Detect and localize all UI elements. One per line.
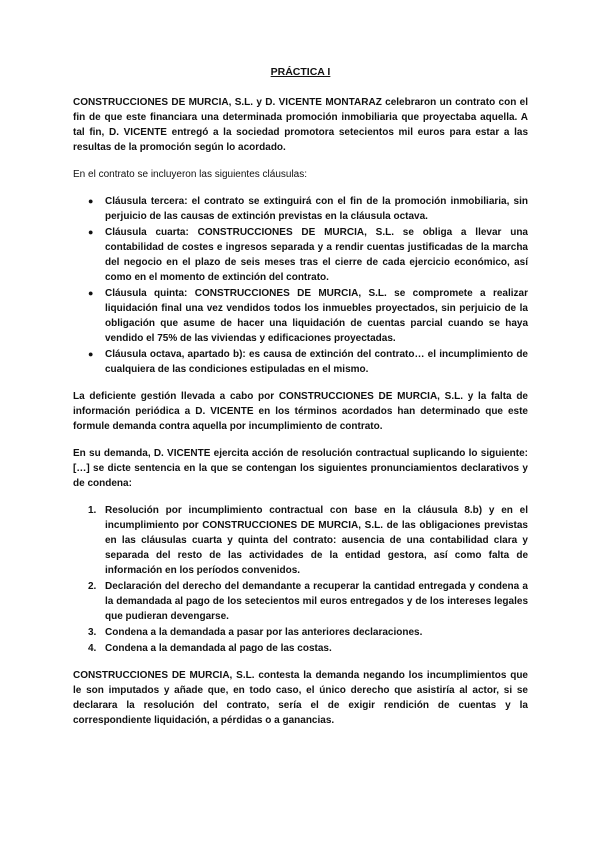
paragraph-clausulas-intro: En el contrato se incluyeron las siguientes cláusulas: <box>73 169 308 180</box>
list-item: 4. Condena a la demandada al pago de las costas. <box>88 643 332 654</box>
list-item: 2. Declaración del derecho del demandante a recuperar la cantidad entregada y condena a la demandada al pago de los setecientos mil euros entregados y de los intereses legales que pudieran devengarse. <box>88 581 528 622</box>
paragraph-intro: CONSTRUCCIONES DE MURCIA, S.L. y D. VICENTE MONTARAZ celebraron un contrato con el fin de que este financiara una determinada promoción inmobiliaria que proyectaba aquella. A tal fin, D. VICENTE entregó a la sociedad promotora setecientos mil euros para estar a las resultas de la promoción según lo acordado. <box>73 97 528 153</box>
list-item: 1. Resolución por incumplimiento contractual con base en la cláusula 8.b) y en el incumplimiento por CONSTRUCCIONES DE MURCIA, S.L. de las obligaciones previstas en las cláusulas cuarta y quinta del contrato: ausencia de una contabilidad clara y separada del resto de las actividades de la entidad gestora, así como falta de información en los períodos convenidos. <box>88 505 528 576</box>
list-item: ● Cláusula cuarta: CONSTRUCCIONES DE MURCIA, S.L. se obliga a llevar una contabilidad de costes e ingresos separada y a rendir cuentas justificadas de la marcha del negocio en el plazo de seis meses tras el cierre de cada ejercicio económico, así como en el momento de extinción del contrato. <box>88 227 528 283</box>
paragraph-accion: En su demanda, D. VICENTE ejercita acción de resolución contractual suplicando lo siguiente: […] se dicte sentencia en la que se contengan los siguientes pronunciamientos declarativos y de condena: <box>73 448 528 489</box>
document-title: PRÁCTICA I <box>270 66 331 78</box>
list-item: 3. Condena a la demandada a pasar por las anteriores declaraciones. <box>88 627 423 638</box>
bullet-icon: ● <box>88 349 94 359</box>
list-item: ● Cláusula tercera: el contrato se extinguirá con el fin de la promoción inmobiliaria, sin perjuicio de las causas de extinción previstas en la cláusula octava. <box>88 196 528 222</box>
bullet-icon: ● <box>88 288 94 298</box>
clausulas-list <box>73 194 528 377</box>
paragraph-demanda: La deficiente gestión llevada a cabo por CONSTRUCCIONES DE MURCIA, S.L. y la falta de información periódica a D. VICENTE en los términos acordados han determinado que este formule demanda contra aquella por incumplimiento de contrato. <box>73 391 528 432</box>
bullet-icon: ● <box>88 196 94 206</box>
paragraph-contestacion: CONSTRUCCIONES DE MURCIA, S.L. contesta la demanda negando los incumplimientos que le son imputados y añade que, en todo caso, el único derecho que asistiría al actor, si se declarara la resolución del contrato, sería el de exigir rendición de cuentas y la correspondiente liquidación, a pérdidas o a ganancias. <box>73 670 528 726</box>
pronunciamientos-list <box>73 503 528 656</box>
bullet-icon: ● <box>88 227 94 237</box>
list-item: ● Cláusula octava, apartado b): es causa de extinción del contrato… el incumplimiento de cualquiera de las condiciones estipuladas en el mismo. <box>88 349 528 375</box>
document-page <box>73 66 528 740</box>
list-item: ● Cláusula quinta: CONSTRUCCIONES DE MURCIA, S.L. se compromete a realizar liquidación final una vez vendidos todos los inmuebles proyectados, sin perjuicio de la obligación que asume de hacer una liquidación de cuentas parcial cuando se haya vendido el 75% de las viviendas y edificaciones proyectadas. <box>88 288 528 344</box>
